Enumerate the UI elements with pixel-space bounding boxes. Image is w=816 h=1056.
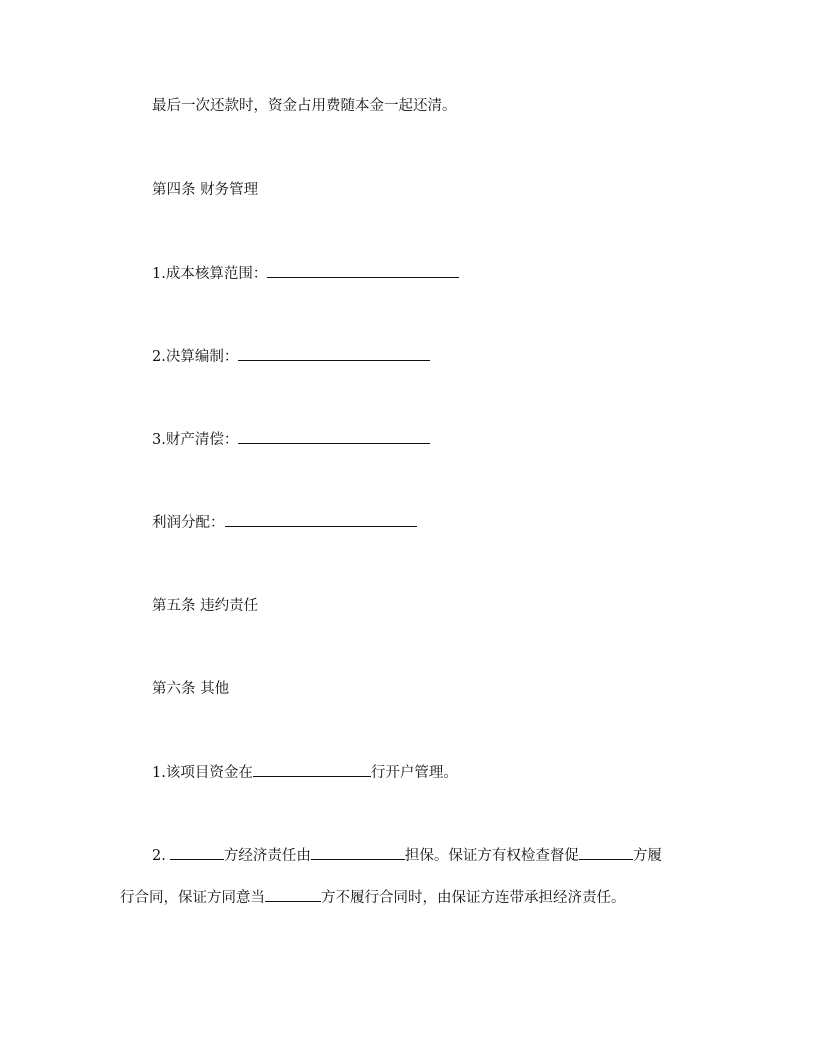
text: 担保。保证方有权检查督促 [404, 848, 579, 864]
label: 1.成本核算范围： [152, 266, 268, 282]
property-blank [238, 429, 430, 444]
text: 第四条 财务管理 [152, 182, 259, 198]
profit-blank [225, 512, 417, 527]
text: 第五条 违约责任 [152, 598, 259, 614]
label: 利润分配： [152, 515, 225, 531]
text: 1.该项目资金在 [152, 765, 253, 781]
article-4-heading [152, 180, 258, 200]
text: 最后一次还款时，资金占用费随本金一起还清。 [152, 98, 457, 114]
article-5-heading [152, 596, 258, 616]
profit-line [152, 512, 417, 533]
cost-scope-line [152, 263, 459, 284]
paragraph-final-repayment [152, 96, 457, 116]
text: 2. [152, 848, 166, 864]
bank-blank [253, 762, 371, 777]
text: 方履 [632, 848, 662, 864]
label: 3.财产清偿： [152, 432, 239, 448]
guarantee-line-1 [152, 845, 662, 866]
article-6-heading [152, 679, 229, 699]
text: 第六条 其他 [152, 681, 230, 697]
text: 方经济责任由 [223, 848, 311, 864]
guarantee-line-2 [120, 887, 626, 908]
label: 2.决算编制： [152, 349, 239, 365]
cost-scope-blank [267, 263, 459, 278]
party-blank-3 [265, 887, 321, 902]
bank-account-line [152, 762, 458, 783]
text: 方不履行合同时，由保证方连带承担经济责任。 [321, 890, 626, 906]
party-blank-2 [579, 845, 633, 860]
text: 行开户管理。 [370, 765, 458, 781]
settlement-line [152, 346, 430, 367]
guarantor-blank [311, 845, 405, 860]
property-line [152, 429, 430, 450]
text: 行合同，保证方同意当 [120, 890, 265, 906]
party-blank-1 [170, 845, 224, 860]
settlement-blank [238, 346, 430, 361]
